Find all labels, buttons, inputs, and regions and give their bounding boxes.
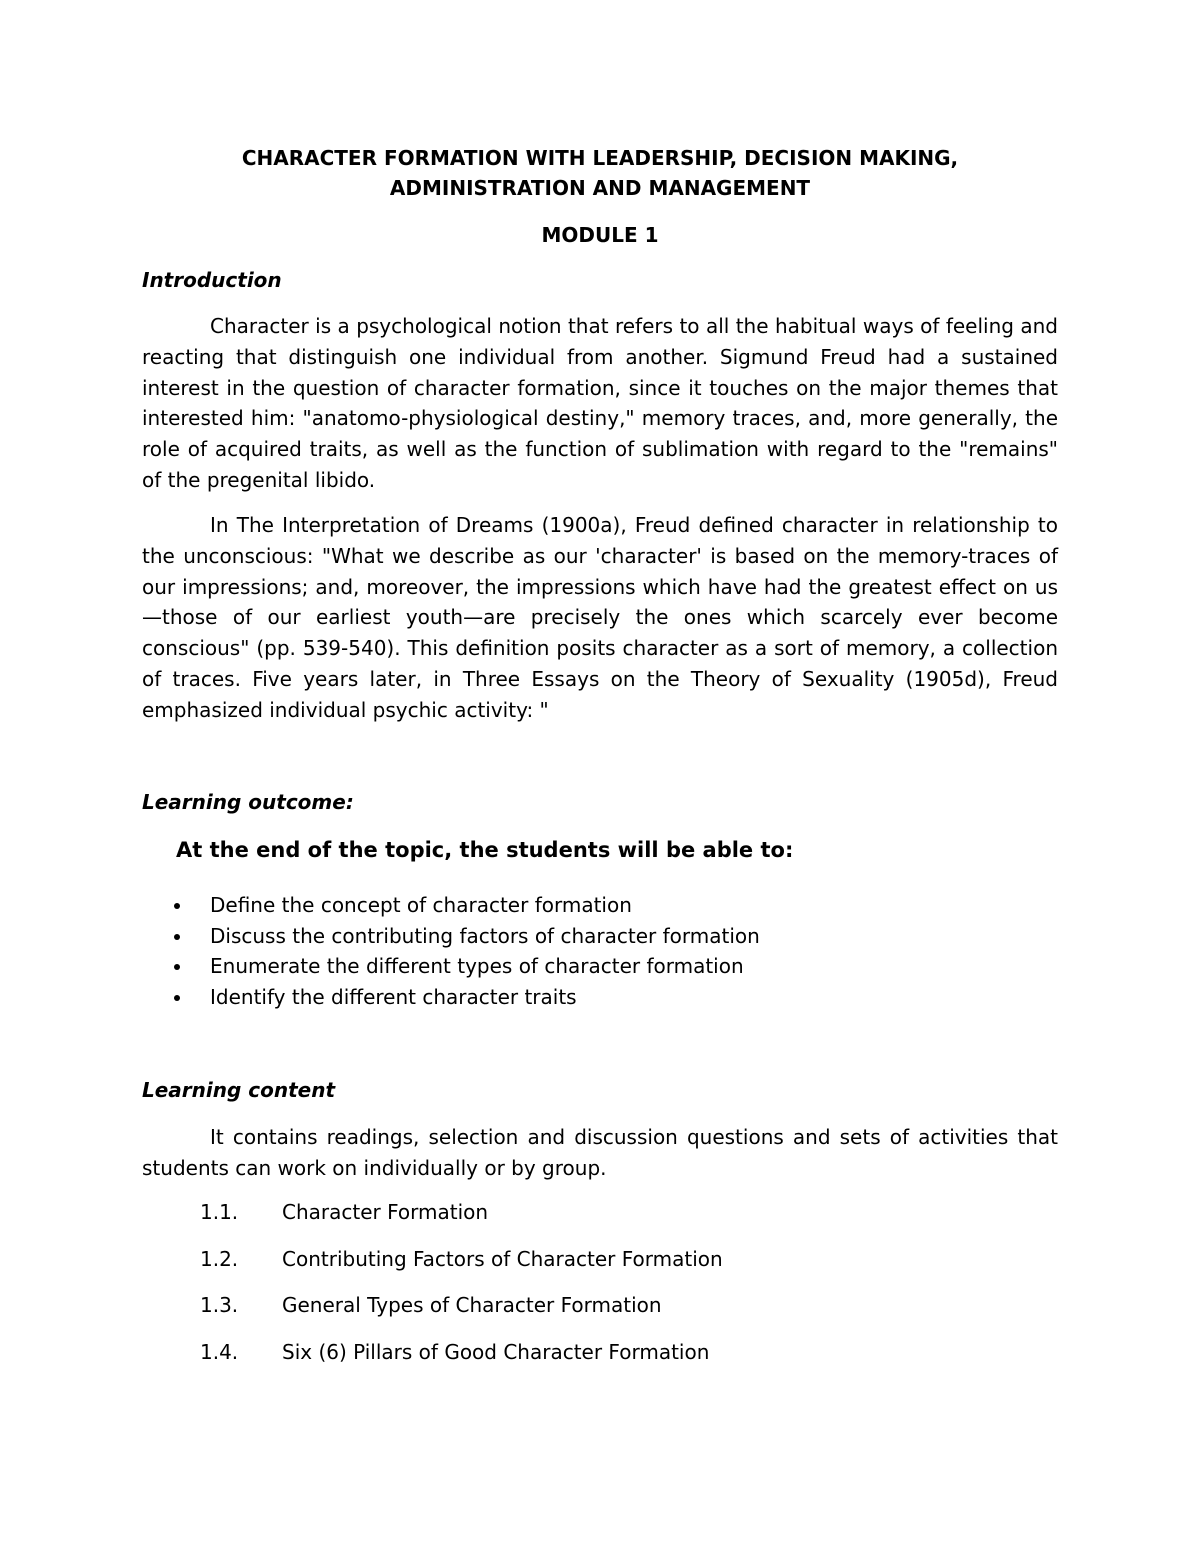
bullet-icon [174, 903, 180, 909]
list-item [170, 951, 760, 982]
learning-content-topics [200, 1197, 723, 1384]
topic-item [200, 1244, 723, 1291]
topic-label: Contributing Factors of Character Formation [282, 1246, 723, 1271]
document-title-line-2: ADMINISTRATION AND MANAGEMENT [389, 176, 811, 200]
learning-content-heading: Learning content [142, 1078, 336, 1102]
learning-outcome-list [170, 890, 760, 1013]
topic-label: General Types of Character Formation [282, 1293, 662, 1318]
topic-item [200, 1337, 723, 1384]
list-item [170, 890, 760, 921]
introduction-paragraph-1 [142, 311, 1058, 496]
topic-number: 1.4. [200, 1340, 239, 1365]
introduction-heading: Introduction [142, 268, 282, 292]
topic-number: 1.2. [200, 1246, 239, 1271]
topic-item [200, 1197, 723, 1244]
list-item-text: Discuss the contributing factors of character formation [210, 923, 760, 948]
learning-outcome-lead: At the end of the topic, the students will be able to: [176, 838, 794, 862]
learning-outcome-heading: Learning outcome: [142, 790, 354, 814]
bullet-icon [174, 934, 180, 940]
list-item [170, 921, 760, 952]
learning-content-paragraph [142, 1122, 1058, 1184]
introduction-paragraph-1-text: Character is a psychological notion that refers to all the habitual ways of feeling and reacting that distinguish one individual from another. Sigmund Freud had a sustained interest in the question of character formation, since it touches on the major themes that interested him: "anatomo-physiological destiny," memory traces, and, more generally, the role of acquired traits, as well as the function of sublimation with regard to the "remains" of the pregenital libido. [142, 314, 1058, 492]
topic-label: Six (6) Pillars of Good Character Formation [282, 1340, 710, 1365]
document-title-line-1: CHARACTER FORMATION WITH LEADERSHIP, DECISION MAKING, [241, 146, 959, 170]
introduction-paragraph-2-text: In The Interpretation of Dreams (1900a), Freud defined character in relationship to the unconscious: "What we describe as our 'character' is based on the memory-traces of our impressions; and, moreover, the impressions which have had the greatest effect on us—those of our earliest youth—are precisely the ones which scarcely ever become conscious" (pp. 539-540). This definition posits character as a sort of memory, a collection of traces. Five years later, in Three Essays on the Theory of Sexuality (1905d), Freud emphasized individual psychic activity: " [142, 513, 1058, 722]
bullet-icon [174, 964, 180, 970]
introduction-paragraph-2 [142, 510, 1058, 726]
topic-number: 1.1. [200, 1200, 239, 1224]
topic-item [200, 1290, 723, 1337]
topic-label: Character Formation [282, 1200, 489, 1224]
learning-content-paragraph-text: It contains readings, selection and discussion questions and sets of activities that students can work on individually or by group. [142, 1125, 1058, 1180]
bullet-icon [174, 995, 180, 1001]
list-item-text: Enumerate the different types of character formation [210, 954, 744, 979]
list-item-text: Identify the different character traits [210, 985, 577, 1010]
list-item-text: Define the concept of character formation [210, 893, 632, 917]
module-label: MODULE 1 [541, 223, 659, 247]
list-item [170, 982, 760, 1013]
topic-number: 1.3. [200, 1293, 239, 1318]
